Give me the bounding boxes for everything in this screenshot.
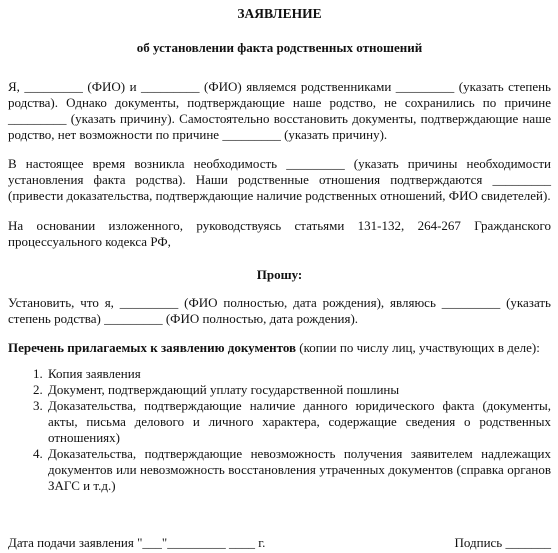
list-item: 2. Документ, подтверждающий уплату государственной пошлины xyxy=(46,382,551,398)
document-title: ЗАЯВЛЕНИЕ xyxy=(237,6,322,21)
attachments-heading-bold: Перечень прилагаемых к заявлению документов xyxy=(8,340,297,355)
document-page xyxy=(8,6,551,494)
document-subtitle: об установлении факта родственных отношений xyxy=(136,40,423,55)
list-item: 1. Копия заявления xyxy=(46,366,551,382)
paragraph-legal-basis: На основании изложенного, руководствуясь статьями 131-132, 264-267 Гражданского процессуального кодекса РФ, xyxy=(8,218,551,249)
paragraph-request: Установить, что я, _________ (ФИО полностью, дата рождения), являюсь _________ (указать степень родства) _________ (ФИО полностью, дата рождения). xyxy=(8,295,551,326)
list-item: 3. Доказательства, подтверждающие наличие данного юридического факта (документы, акты, письма делового и личного характера, содержащие сведения о родственных отношениях) xyxy=(46,398,551,446)
paragraph-necessity: В настоящее время возникла необходимость _________ (указать причины необходимости установления факта родства). Наши родственные отношения подтверждаются _________ (привести доказательства, подтверждающие наличие родственных отношений, ФИО свидетелей). xyxy=(8,156,551,203)
attachments-list xyxy=(8,366,551,494)
request-heading: Прошу: xyxy=(256,267,303,282)
paragraph-relationship: Я, _________ (ФИО) и _________ (ФИО) являемся родственниками _________ (указать степень родства). Однако документы, подтверждающие наше родство, не сохранились по причине _________ (указать причину). Самостоятельно восстановить документы, подтверждающие наше родство, нет возможности по причине _________ (указать причину). xyxy=(8,79,551,142)
attachments-heading xyxy=(8,340,551,356)
submission-date-line: Дата подачи заявления "___"_________ ____ г. xyxy=(8,535,266,550)
attachments-heading-rest: (копии по числу лиц, участвующих в деле): xyxy=(296,340,540,355)
signature-line: Подпись _______ xyxy=(454,535,551,550)
list-item: 4. Доказательства, подтверждающие невозможность получения заявителем надлежащих документов или невозможность восстановления утраченных документов (справка органов ЗАГС и т.д.) xyxy=(46,446,551,494)
